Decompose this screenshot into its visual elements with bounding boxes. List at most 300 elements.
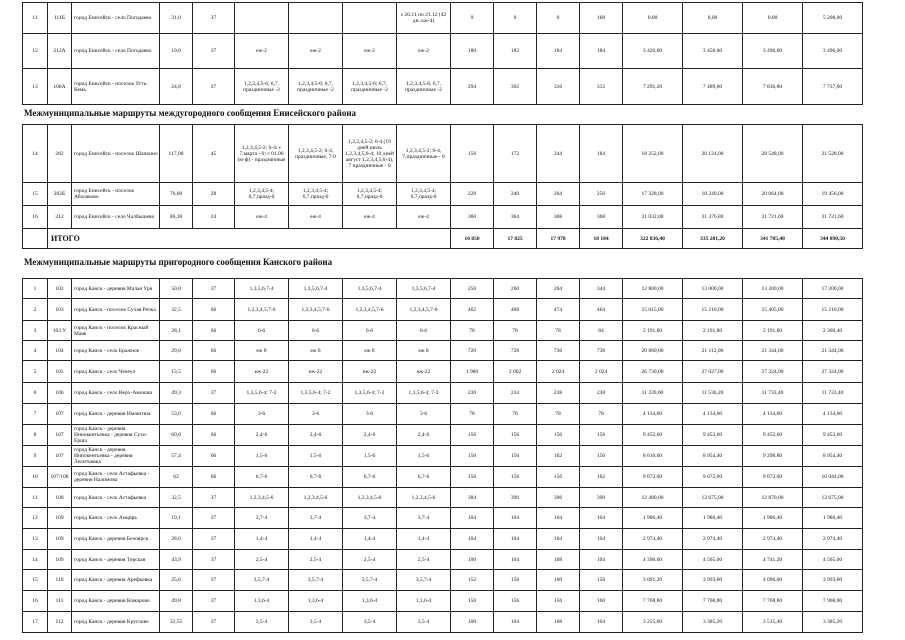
route-table-kansk-suburban [22,278,863,633]
total-blank [23,229,48,249]
schedule-q3: 3,5-4 [343,612,397,633]
total-label: ИТОГО [48,229,451,249]
route-code: 109 [48,550,72,570]
trips-q1: 462 [451,299,494,321]
seats: 66 [193,467,235,488]
trips-q3: 78 [537,404,580,425]
amount-q2: 21 112,00 [683,341,743,361]
table-row [23,550,863,570]
table-row [23,206,863,229]
schedule-q3: 2,4-6 [343,425,397,446]
total-v4: 18 184 [580,229,623,249]
schedule-q3: 3,7-4 [343,508,397,529]
amount-q4: 7 737,60 [803,69,863,105]
route-code: 107 [48,404,72,425]
seats: 37 [193,550,235,570]
table-row [23,529,863,550]
amount-q1: 31 032,00 [623,206,683,229]
distance: 32,5 [160,488,193,508]
schedule-q1: 1,2,3,4,5-6 [235,488,289,508]
trips-q2: 78 [494,404,537,425]
total-row [23,229,863,249]
schedule-q1: 3,5,7-4 [235,570,289,591]
trips-q4: 78 [580,404,623,425]
distance: 53,0 [160,404,193,425]
table-row [23,570,863,591]
distance: 25,6 [160,570,193,591]
trips-q1: 152 [451,570,494,591]
trips-q1: 360 [451,206,494,229]
amount-q1: 2 974,40 [623,529,683,550]
route-name: город Енисейск - село Чалбышево [72,206,160,229]
schedule-q1: 1,3,5,6-4; 7-2 [235,383,289,404]
trips-q3: 474 [537,299,580,321]
seats: 37 [193,508,235,529]
trips-q3: 160 [537,570,580,591]
distance: 31,0 [160,3,193,34]
route-name: город Канск - деревня Белоярск [72,529,160,550]
table-row [23,467,863,488]
schedule-q1 [235,3,289,34]
schedule-q1: еж-22 [235,361,289,383]
seats: 37 [193,34,235,69]
amount-q4: 8 954,40 [803,446,863,467]
total-m2: 335 281,20 [683,229,743,249]
trips-q4: 104 [580,550,623,570]
route-code: 202Б [48,183,72,206]
amount-q4: 21 344,00 [803,341,863,361]
table-row [23,321,863,341]
route-name: город Енисейск - поселок Абалаково [72,183,160,206]
amount-q4: 15 210,00 [803,299,863,321]
distance: 86,30 [160,206,193,229]
trips-q2: 104 [494,550,537,570]
amount-q1: 9 672,00 [623,467,683,488]
schedule-q4: 3,5,7-4 [397,570,451,591]
trips-q3: 368 [537,206,580,229]
row-number: 12 [23,34,48,69]
route-code: 104 [48,341,72,361]
route-name: город Канск - деревня Терская [72,550,160,570]
amount-q3: 20 064,00 [743,183,803,206]
trips-q2: 78 [494,321,537,341]
route-code: 282 [48,125,72,183]
trips-q2: 104 [494,508,537,529]
schedule-q3: 1,3,5,6-4; 7-2 [343,383,397,404]
route-name: город Канск - село Астафьевка [72,488,160,508]
trips-q1: 1 980 [451,361,494,383]
trips-q3: 78 [537,321,580,341]
row-number: 15 [23,183,48,206]
trips-q4: 168 [580,3,623,34]
row-number: 4 [23,341,48,361]
schedule-q2: 1,2,3,4,5-6 [289,488,343,508]
row-number: 2 [23,299,48,321]
table-row [23,279,863,299]
amount-q3: 7 836,80 [743,69,803,105]
schedule-q3: 1,3,5,6,7-4 [343,279,397,299]
schedule-q1: 2,5-4 [235,550,289,570]
trips-q4: 156 [580,446,623,467]
table-row [23,612,863,633]
route-code: 102 [48,279,72,299]
schedule-q3: 1,5-6 [343,446,397,467]
seats: 66 [193,299,235,321]
amount-q1: 17 328,00 [623,183,683,206]
route-code: 108 [48,488,72,508]
section-title-suburban-kansk: Межмуниципальные маршруты пригородного сообщения Канского района [24,257,333,267]
amount-q2: 18 240,00 [683,183,743,206]
amount-q4: 21 528,00 [803,125,863,183]
trips-q4: 256 [580,183,623,206]
amount-q1: 1 986,40 [623,508,683,529]
schedule-q4: 1,2,3,4,5-2; 6-4, 7,праздничные - 0 [397,125,451,183]
seats: 37 [193,570,235,591]
distance: 28,1 [160,321,193,341]
schedule-q4: 1,3,5,6,7-4 [397,279,451,299]
trips-q1: 384 [451,488,494,508]
total-v2: 17 825 [494,229,537,249]
amount-q1: 11 339,00 [623,383,683,404]
trips-q3: 184 [537,34,580,69]
amount-q2: 0,00 [683,3,743,34]
trips-q1: 256 [451,279,494,299]
schedule-q3: 6,7-6 [343,467,397,488]
schedule-q3 [343,3,397,34]
seats: 37 [193,488,235,508]
trips-q3: 264 [537,279,580,299]
total-m1: 322 836,40 [623,229,683,249]
schedule-q3: 1,3,6-4 [343,591,397,612]
schedule-q2: 1,2,3,4,5-4; 6,7,празд-0 [289,183,343,206]
route-code: 103 У [48,321,72,341]
schedule-q3: 1,2,3,4,5,7-6 [343,299,397,321]
trips-q4: 238 [580,383,623,404]
schedule-q4: еж-2 [397,34,451,69]
schedule-q2: 6,7-6 [289,467,343,488]
amount-q1: 15 015,00 [623,299,683,321]
distance: 29,0 [160,341,193,361]
trips-q4: 344 [580,279,623,299]
route-code: 107 [48,446,72,467]
trips-q2: 156 [494,425,537,446]
amount-q1: 12 480,00 [623,488,683,508]
route-code: 212А [48,34,72,69]
schedule-q2: 1,3,5,6-4; 7-2 [289,383,343,404]
amount-q3: 0,00 [743,3,803,34]
amount-q4: 17 200,00 [803,279,863,299]
schedule-q4: 3-6 [397,404,451,425]
schedule-q3: 3-6 [343,404,397,425]
amount-q1: 4 390,00 [623,550,683,570]
amount-q1: 12 800,00 [623,279,683,299]
amount-q3: 2 191,80 [743,321,803,341]
trips-q3: 156 [537,591,580,612]
distance: 57,4 [160,446,193,467]
row-number: 8 [23,425,48,446]
amount-q1: 3 255,00 [623,612,683,633]
route-code: 103 [48,299,72,321]
amount-q1: 3 891,20 [623,570,683,591]
trips-q2: 390 [494,488,537,508]
route-name: город Канск - село Верх-Амонаш [72,383,160,404]
amount-q3: 27 324,00 [743,361,803,383]
amount-q3: 4 741,20 [743,550,803,570]
amount-q3: 9 453,60 [743,425,803,446]
amount-q2: 9 672,00 [683,467,743,488]
amount-q4: 27 324,00 [803,361,863,383]
schedule-q1: 6-6 [235,321,289,341]
trips-q1: 150 [451,446,494,467]
schedule-q4: 3,7-4 [397,508,451,529]
route-code: 112 [48,612,72,633]
schedule-q2: 3,5,7-4 [289,570,343,591]
route-code: 110 [48,570,72,591]
trips-q1: 156 [451,467,494,488]
total-v3: 17 978 [537,229,580,249]
seats: 45 [193,125,235,183]
distance: 13,5 [160,361,193,383]
amount-q4: 3 993,60 [803,570,863,591]
amount-q2: 2 974,40 [683,529,743,550]
distance: 24,8 [160,69,193,105]
route-name: город Канск - деревня Арефьевка [72,570,160,591]
trips-q1: 230 [451,383,494,404]
amount-q2: 7 489,60 [683,69,743,105]
amount-q1: 2 191,80 [623,321,683,341]
amount-q2: 7 768,80 [683,591,743,612]
route-name: город Енисейск - поселок Шапкино [72,125,160,183]
amount-q3: 12 870,00 [743,488,803,508]
trips-q4: 390 [580,488,623,508]
schedule-q2: 1,5-6 [289,446,343,467]
section-title-intercity: Межмуниципальные маршруты междугородного сообщения Енисейского района [24,108,357,118]
table-row [23,508,863,529]
amount-q1: 9 453,60 [623,425,683,446]
amount-q1: 26 730,00 [623,361,683,383]
trips-q1: 78 [451,404,494,425]
schedule-q3: 1,2,3,4,5-6 [343,488,397,508]
table-row [23,69,863,105]
route-code: 105 [48,361,72,383]
amount-q3: 3 515,40 [743,612,803,633]
trips-q2: 156 [494,467,537,488]
distance: 50,0 [160,279,193,299]
amount-q4: 2 360,40 [803,321,863,341]
schedule-q4: еж 8 [397,341,451,361]
amount-q2: 31 376,80 [683,206,743,229]
trips-q4: 156 [580,570,623,591]
schedule-q2: еж-2 [289,34,343,69]
route-code: 106 [48,383,72,404]
amount-q2: 1 986,40 [683,508,743,529]
amount-q2: 9 453,60 [683,425,743,446]
route-name: город Канск - деревня Иннокентьевка - деревня Сухо-Ерша [72,425,160,446]
trips-q4: 160 [580,591,623,612]
route-name: город Канск - деревня Комарово [72,591,160,612]
schedule-q3: еж-2 [343,34,397,69]
row-number: 11 [23,488,48,508]
amount-q1: 7 291,20 [623,69,683,105]
schedule-q4: 1,3,5,6-4; 7-2 [397,383,451,404]
trips-q3: 104 [537,529,580,550]
row-number: 13 [23,69,48,105]
seats: 37 [193,69,235,105]
seats: 66 [193,446,235,467]
trips-q3: 0 [537,3,580,34]
schedule-q3: еж 8 [343,341,397,361]
total-v1: 16 850 [451,229,494,249]
schedule-q2: 6-6 [289,321,343,341]
trips-q3: 162 [537,446,580,467]
table-row [23,361,863,383]
schedule-q4: 2,4-6 [397,425,451,446]
distance: 62 [160,467,193,488]
trips-q1: 156 [451,591,494,612]
amount-q4: 3 385,20 [803,612,863,633]
trips-q2: 156 [494,446,537,467]
distance: 43,9 [160,550,193,570]
trips-q4: 104 [580,612,623,633]
route-table-yeniseysk-intercity [22,124,863,249]
schedule-q4: 1,4-4 [397,529,451,550]
amount-q4: 7 968,00 [803,591,863,612]
trips-q4: 162 [580,467,623,488]
trips-q1: 78 [451,321,494,341]
schedule-q4: 1,2,3,4,5-6 [397,488,451,508]
seats: 37 [193,279,235,299]
seats: 66 [193,425,235,446]
trips-q1: 294 [451,69,494,105]
route-name: город Канск - поселок Красный Маяк [72,321,160,341]
total-m3: 341 785,40 [743,229,803,249]
schedule-q1: 3-6 [235,404,289,425]
route-code: 108А [48,69,72,105]
schedule-q4: 6-6 [397,321,451,341]
table-row [23,446,863,467]
schedule-q3: 1,4-4 [343,529,397,550]
trips-q2: 260 [494,279,537,299]
row-number: 13 [23,529,48,550]
amount-q2: 15 210,00 [683,299,743,321]
amount-q2: 4 134,00 [683,404,743,425]
seats: 28 [193,183,235,206]
table-row [23,34,863,69]
trips-q3: 316 [537,69,580,105]
trips-q2: 104 [494,529,537,550]
trips-q1: 0 [451,3,494,34]
trips-q3: 2 024 [537,361,580,383]
trips-q3: 156 [537,467,580,488]
distance: 32,5 [160,299,193,321]
amount-q2: 8 954,40 [683,446,743,467]
amount-q4: 11 733,40 [803,383,863,404]
table-row [23,425,863,446]
trips-q4: 736 [580,341,623,361]
schedule-q3: еж-22 [343,361,397,383]
trips-q2: 234 [494,383,537,404]
row-number: 6 [23,383,48,404]
route-name: город Канск - деревня Круглово [72,612,160,633]
trips-q3: 108 [537,550,580,570]
table-row [23,299,863,321]
schedule-q2: 1,2,3,4,5-6; 6,7, праздничные -2 [289,69,343,105]
amount-q4: 31 721,60 [803,206,863,229]
schedule-q2 [289,3,343,34]
table-row [23,125,863,183]
seats: 66 [193,361,235,383]
table-row [23,341,863,361]
schedule-q4: с 20.11 по 21.12 (42 дн. кж-4) [397,3,451,34]
seats: 37 [193,383,235,404]
schedule-q3: 6-6 [343,321,397,341]
schedule-q3: 3,5,7-4 [343,570,397,591]
amount-q3: 28 548,00 [743,125,803,183]
amount-q3: 1 986,40 [743,508,803,529]
route-code: 111 [48,591,72,612]
route-code: 107 [48,425,72,446]
schedule-q1: 3,5-4 [235,612,289,633]
trips-q2: 728 [494,341,537,361]
schedule-q2: 2,4-6 [289,425,343,446]
amount-q2: 11 536,20 [683,383,743,404]
route-name: город Канск - село Чечеул [72,361,160,383]
table-row [23,591,863,612]
trips-q3: 238 [537,383,580,404]
amount-q4: 10 044,00 [803,467,863,488]
trips-q1: 156 [451,425,494,446]
distance: 32,55 [160,612,193,633]
trips-q2: 104 [494,612,537,633]
trips-q4: 464 [580,299,623,321]
trips-q3: 396 [537,488,580,508]
amount-q1: 20 880,00 [623,341,683,361]
trips-q4: 184 [580,34,623,69]
trips-q2: 240 [494,183,537,206]
trips-q1: 100 [451,612,494,633]
schedule-q1: еж-4 [235,206,289,229]
trips-q1: 104 [451,508,494,529]
schedule-q1: 1,2,3,4,5,7-6 [235,299,289,321]
schedule-q4: еж-4 [397,206,451,229]
route-name: город Енисейск - село Погодаево [72,3,160,34]
amount-q1: 0,00 [623,3,683,34]
row-number: 16 [23,206,48,229]
schedule-q2: 3,7-4 [289,508,343,529]
amount-q1: 8 610,00 [623,446,683,467]
trips-q1: 720 [451,341,494,361]
distance: 117,00 [160,125,193,183]
trips-q3: 156 [537,425,580,446]
trips-q1: 100 [451,550,494,570]
trips-q4: 156 [580,425,623,446]
amount-q3: 4 096,00 [743,570,803,591]
row-number: 15 [23,570,48,591]
trips-q4: 368 [580,206,623,229]
schedule-q2: 1,2,3,4,5-2; 6-4, праздничные, 7-0 [289,125,343,183]
row-number: 14 [23,125,48,183]
table-row [23,488,863,508]
amount-q3: 9 672,00 [743,467,803,488]
schedule-q2: 1,3,6-4 [289,591,343,612]
seats: 66 [193,404,235,425]
trips-q3: 244 [537,125,580,183]
route-name: город Канск - деревня Имангина [72,404,160,425]
trips-q2: 156 [494,591,537,612]
row-number: 5 [23,361,48,383]
trips-q4: 2 024 [580,361,623,383]
amount-q4: 12 675,00 [803,488,863,508]
